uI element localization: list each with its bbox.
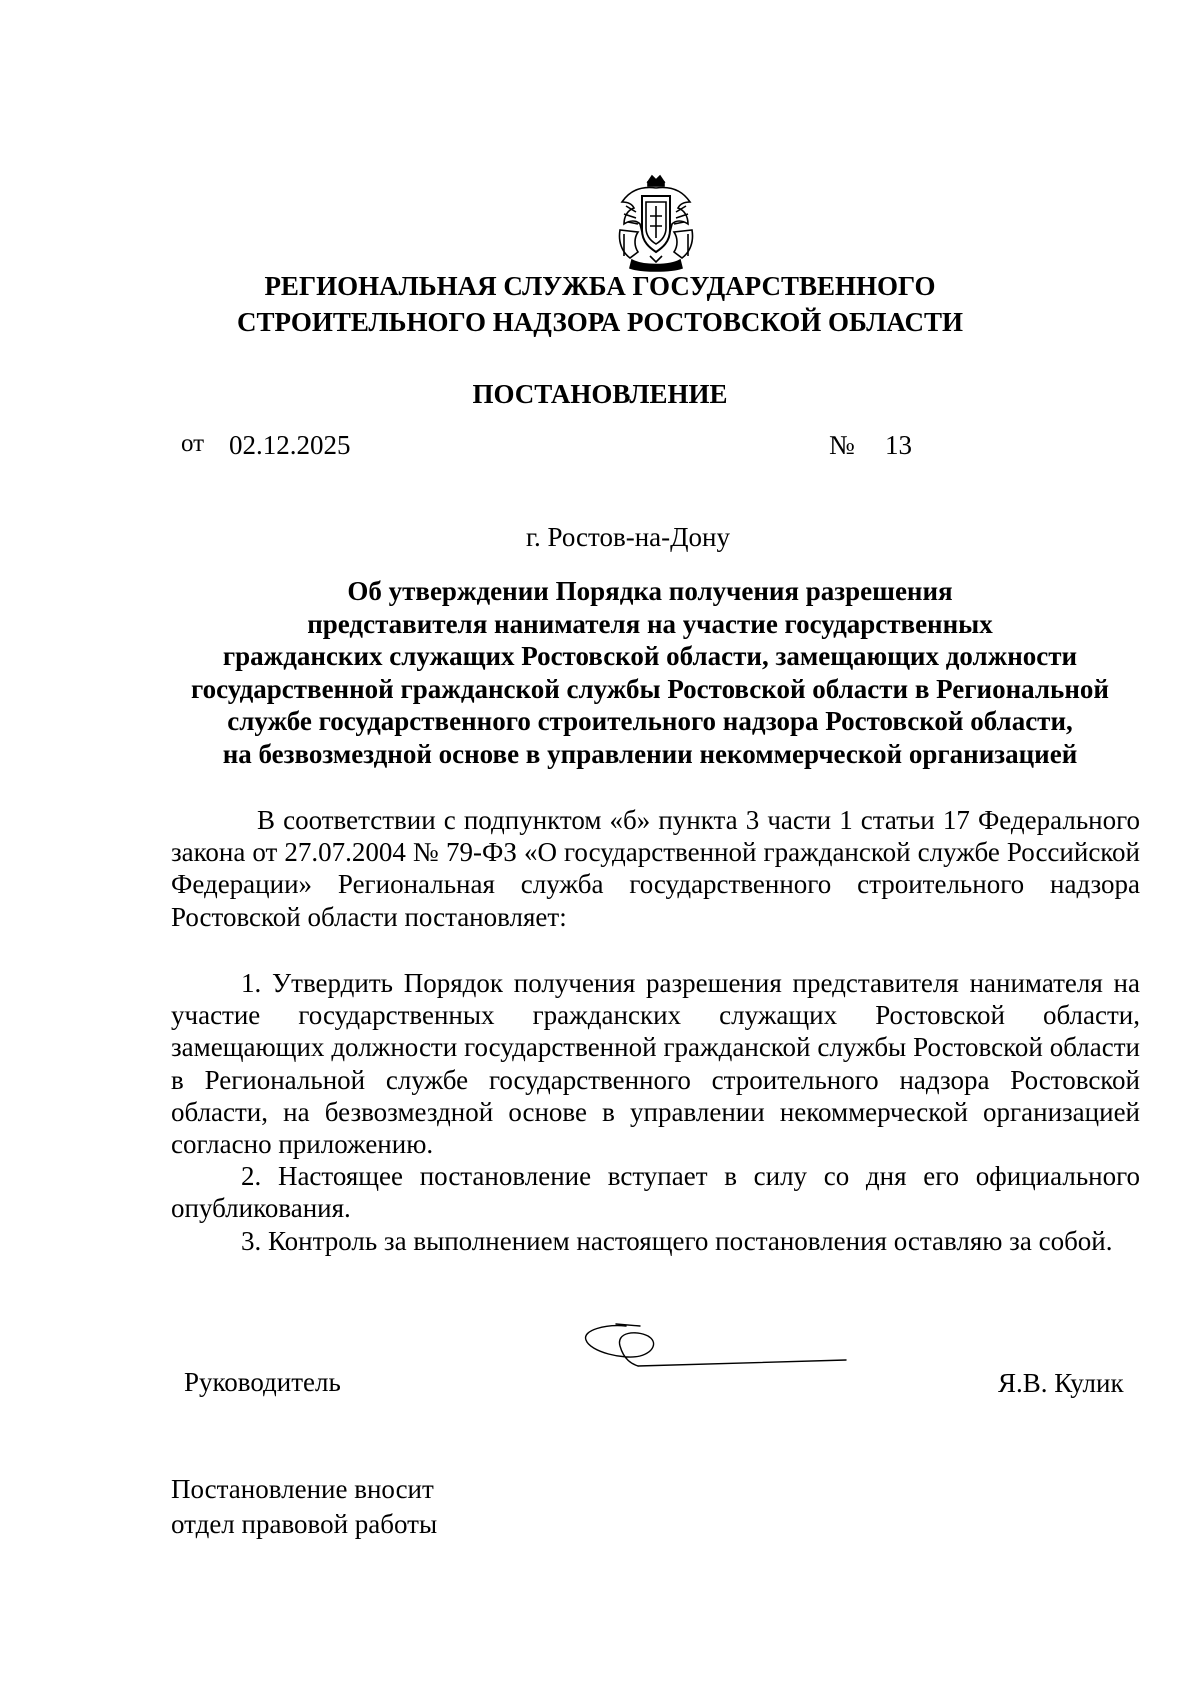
- city: г. Ростов-на-Дону: [525, 522, 730, 552]
- coat-of-arms-icon: [612, 172, 700, 272]
- resolution-items: [171, 967, 1140, 1257]
- document-type: ПОСТАНОВЛЕНИЕ: [472, 379, 728, 409]
- footer-line-1: Постановление вносит: [171, 1474, 434, 1504]
- organization-name-line-1: РЕГИОНАЛЬНАЯ СЛУЖБА ГОСУДАРСТВЕННОГО: [264, 271, 936, 301]
- subject-line: гражданских служащих Ростовской области, замещающих должности: [222, 641, 1078, 671]
- preamble-paragraph: [171, 804, 1140, 933]
- footer-line-2: отдел правовой работы: [171, 1509, 438, 1539]
- number-sign: №: [829, 430, 855, 460]
- document-subject: [150, 575, 1150, 770]
- organization-name: [0, 268, 1200, 340]
- organization-name-line-2: СТРОИТЕЛЬНОГО НАДЗОРА РОСТОВСКОЙ ОБЛАСТИ: [237, 307, 963, 337]
- resolution-item-3: 3. Контроль за выполнением настоящего постановления оставляю за собой.: [241, 1225, 1113, 1256]
- preamble-text: В соответствии с подпунктом «б» пункта 3 части 1 статьи 17 Федерального закона от 27.07.2004 № 79-ФЗ «О государственной гражданской службе Российской Федерации» Региональная служба государственного строительного надзора Ростовской области постановляет:: [171, 805, 1140, 932]
- subject-line: государственной гражданской службы Ростовской области в Региональной: [191, 673, 1109, 704]
- subject-line: на безвозмездной основе в управлении некоммерческой организацией: [222, 738, 1078, 769]
- footer-note: [171, 1472, 437, 1542]
- signatory-role: Руководитель: [184, 1367, 341, 1397]
- resolution-item-2: 2. Настоящее постановление вступает в силу со дня его официального опубликования.: [171, 1161, 1140, 1224]
- subject-line: представителя нанимателя на участие государственных: [307, 608, 993, 639]
- date-label: от: [181, 430, 205, 457]
- subject-line: службе государственного строительного надзора Ростовской области,: [227, 706, 1073, 736]
- document-date: 02.12.2025: [229, 430, 351, 460]
- subject-line: Об утверждении Порядка получения разрешения: [347, 576, 953, 606]
- handwritten-signature: [576, 1320, 876, 1390]
- document-number: 13: [885, 430, 912, 460]
- resolution-item-1: 1. Утвердить Порядок получения разрешения представителя нанимателя на участие государственных гражданских служащих Ростовской области, замещающих должности государственной гражданской службы Ростовской области в Региональной службе государственного строительного надзора Ростовской области, на безвозмездной основе в управлении некоммерческой организацией согласно приложению.: [171, 968, 1140, 1160]
- signatory-name: Я.В. Кулик: [998, 1368, 1124, 1398]
